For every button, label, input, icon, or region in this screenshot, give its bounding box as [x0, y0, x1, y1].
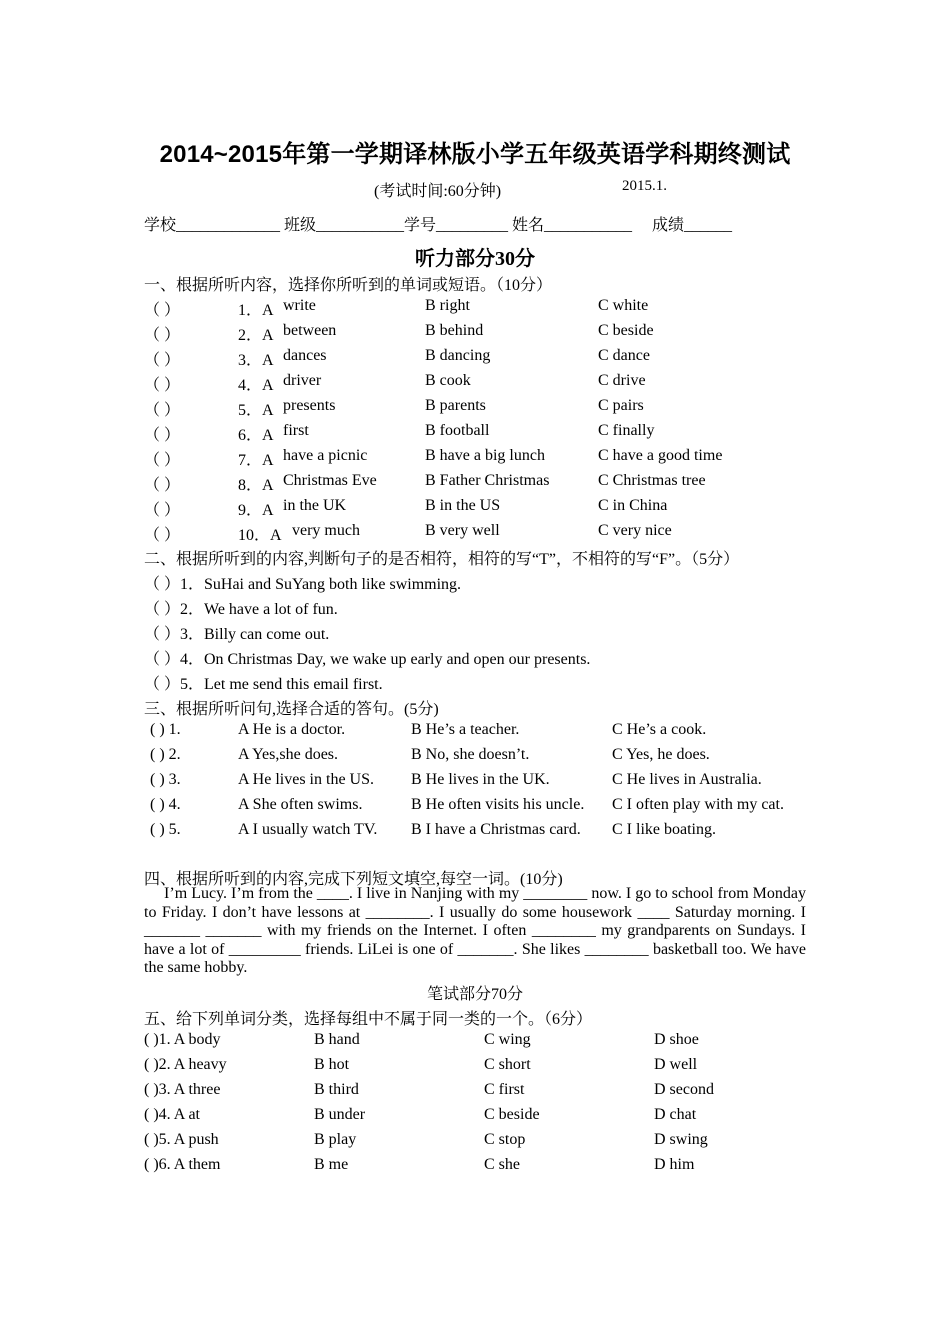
option-d: D shoe — [654, 1031, 699, 1048]
part2-item: （ ）3．Billy can come out. — [144, 626, 330, 643]
option-c: C Yes, he does. — [612, 746, 710, 763]
option-a: A He lives in the US. — [238, 771, 374, 788]
option-a: driver — [283, 372, 322, 389]
question-number: 9．A — [238, 502, 274, 519]
answer-bracket: （ ） — [144, 502, 181, 519]
option-b: B right — [425, 297, 470, 314]
exam-date: 2015.1. — [622, 178, 667, 194]
option-a: Christmas Eve — [283, 472, 377, 489]
option-b: B He’s a teacher. — [411, 721, 520, 738]
option-b: B hot — [314, 1056, 350, 1073]
option-a: A I usually watch TV. — [238, 821, 378, 838]
exam-time: (考试时间:60分钟) — [374, 183, 502, 200]
question-number: 1．A — [238, 302, 274, 319]
option-a: very much — [292, 522, 360, 539]
option-b: B No, she doesn’t. — [411, 746, 530, 763]
option-c: C first — [484, 1081, 525, 1098]
question-number: ( ) 3. — [150, 771, 181, 788]
question-number: 8．A — [238, 477, 274, 494]
option-a: presents — [283, 397, 336, 414]
option-a: dances — [283, 347, 327, 364]
part5-heading: 五、给下列单词分类，选择每组中不属于同一类的一个。（6分） — [144, 1011, 593, 1028]
question-number: ( ) 5. — [150, 821, 181, 838]
option-a: first — [283, 422, 309, 439]
option-a: have a picnic — [283, 447, 368, 464]
option-c: C He’s a cook. — [612, 721, 707, 738]
part2-item: （ ）1．SuHai and SuYang both like swimming. — [144, 576, 462, 593]
student-info-line: 学校_____________ 班级___________学号_________ 姓名___________ 成绩______ — [144, 217, 733, 234]
option-b: B have a big lunch — [425, 447, 545, 464]
option-d: D second — [654, 1081, 714, 1098]
question-number: 3．A — [238, 352, 274, 369]
option-b: B hand — [314, 1031, 360, 1048]
option-a: ( )4. A at — [144, 1106, 200, 1123]
option-a: ( )5. A push — [144, 1131, 219, 1148]
option-b: B under — [314, 1106, 366, 1123]
question-number: 6．A — [238, 427, 274, 444]
option-b: B very well — [425, 522, 500, 539]
option-b: B parents — [425, 397, 486, 414]
option-b: B cook — [425, 372, 471, 389]
part2-heading: 二、根据所听到的内容,判断句子的是否相符，相符的写“T”，不相符的写“F”。（5分） — [144, 551, 740, 568]
option-a: ( )3. A three — [144, 1081, 221, 1098]
option-d: D swing — [654, 1131, 708, 1148]
option-a: write — [283, 297, 316, 314]
option-b: B He lives in the UK. — [411, 771, 550, 788]
part2-item: （ ）2．We have a lot of fun. — [144, 601, 338, 618]
option-c: C very nice — [598, 522, 672, 539]
option-c: C have a good time — [598, 447, 723, 464]
option-c: C He lives in Australia. — [612, 771, 762, 788]
question-number: 5．A — [238, 402, 274, 419]
answer-bracket: （ ） — [144, 452, 181, 469]
option-c: C wing — [484, 1031, 531, 1048]
part3-heading: 三、根据所听问句,选择合适的答句。(5分) — [144, 701, 439, 718]
option-c: C beside — [598, 322, 654, 339]
option-a: ( )1. A body — [144, 1031, 221, 1048]
option-d: D chat — [654, 1106, 697, 1123]
option-c: C short — [484, 1056, 531, 1073]
question-number: ( ) 2. — [150, 746, 181, 763]
option-b: B He often visits his uncle. — [411, 796, 585, 813]
option-a: in the UK — [283, 497, 347, 514]
part4-heading: 四、根据所听到的内容,完成下列短文填空,每空一词。(10分) — [144, 871, 563, 888]
answer-bracket: （ ） — [144, 477, 181, 494]
option-d: D him — [654, 1156, 695, 1173]
option-c: C stop — [484, 1131, 526, 1148]
listening-section-title: 听力部分30分 — [415, 248, 535, 270]
exam-title: 2014~2015年第一学期译林版小学五年级英语学科期终测试 — [159, 141, 791, 168]
answer-bracket: （ ） — [144, 352, 181, 369]
option-c: C I like boating. — [612, 821, 716, 838]
option-c: C white — [598, 297, 649, 314]
question-number: 4．A — [238, 377, 274, 394]
question-number: ( ) 1. — [150, 721, 181, 738]
part4-passage: I’m Lucy. I’m from the ____. I live in Nanjing with my ________ now. I go to school from Monday to Friday. I don’t have lessons at ________. I usually do some housework ____ Saturday morning. I _______ _______ with my friends on the Internet. I often ________ my grandparents on Sundays. I have a lot of _________ friends. LiLei is one of _______. She likes ________ basketball too. We have the same hobby. — [144, 885, 806, 977]
part2-item: （ ）4．On Christmas Day, we wake up early and open our presents. — [144, 651, 591, 668]
option-b: B football — [425, 422, 490, 439]
option-b: B I have a Christmas card. — [411, 821, 581, 838]
question-number: 7．A — [238, 452, 274, 469]
option-a: A She often swims. — [238, 796, 363, 813]
option-a: A Yes,she does. — [238, 746, 339, 763]
option-c: C I often play with my cat. — [612, 796, 784, 813]
option-c: C pairs — [598, 397, 644, 414]
option-b: B me — [314, 1156, 349, 1173]
option-a: ( )2. A heavy — [144, 1056, 227, 1073]
option-b: B behind — [425, 322, 484, 339]
option-c: C in China — [598, 497, 668, 514]
answer-bracket: （ ） — [144, 302, 181, 319]
question-number: 2．A — [238, 327, 274, 344]
answer-bracket: （ ） — [144, 527, 181, 544]
answer-bracket: （ ） — [144, 377, 181, 394]
option-a: ( )6. A them — [144, 1156, 221, 1173]
option-a: A He is a doctor. — [238, 721, 346, 738]
option-b: B third — [314, 1081, 359, 1098]
option-c: C beside — [484, 1106, 540, 1123]
question-number: ( ) 4. — [150, 796, 181, 813]
written-section-title: 笔试部分70分 — [426, 986, 523, 1003]
answer-bracket: （ ） — [144, 327, 181, 344]
option-a: between — [283, 322, 337, 339]
option-c: C drive — [598, 372, 646, 389]
part2-item: （ ）5．Let me send this email first. — [144, 676, 383, 693]
option-b: B dancing — [425, 347, 491, 364]
option-b: B Father Christmas — [425, 472, 550, 489]
answer-bracket: （ ） — [144, 402, 181, 419]
question-number: 10．A — [238, 527, 282, 544]
answer-bracket: （ ） — [144, 427, 181, 444]
option-c: C finally — [598, 422, 655, 439]
option-b: B play — [314, 1131, 357, 1148]
option-d: D well — [654, 1056, 698, 1073]
option-c: C she — [484, 1156, 520, 1173]
option-c: C dance — [598, 347, 650, 364]
option-c: C Christmas tree — [598, 472, 706, 489]
part1-heading: 一、根据所听内容，选择你所听到的单词或短语。（10分） — [144, 277, 553, 294]
option-b: B in the US — [425, 497, 501, 514]
